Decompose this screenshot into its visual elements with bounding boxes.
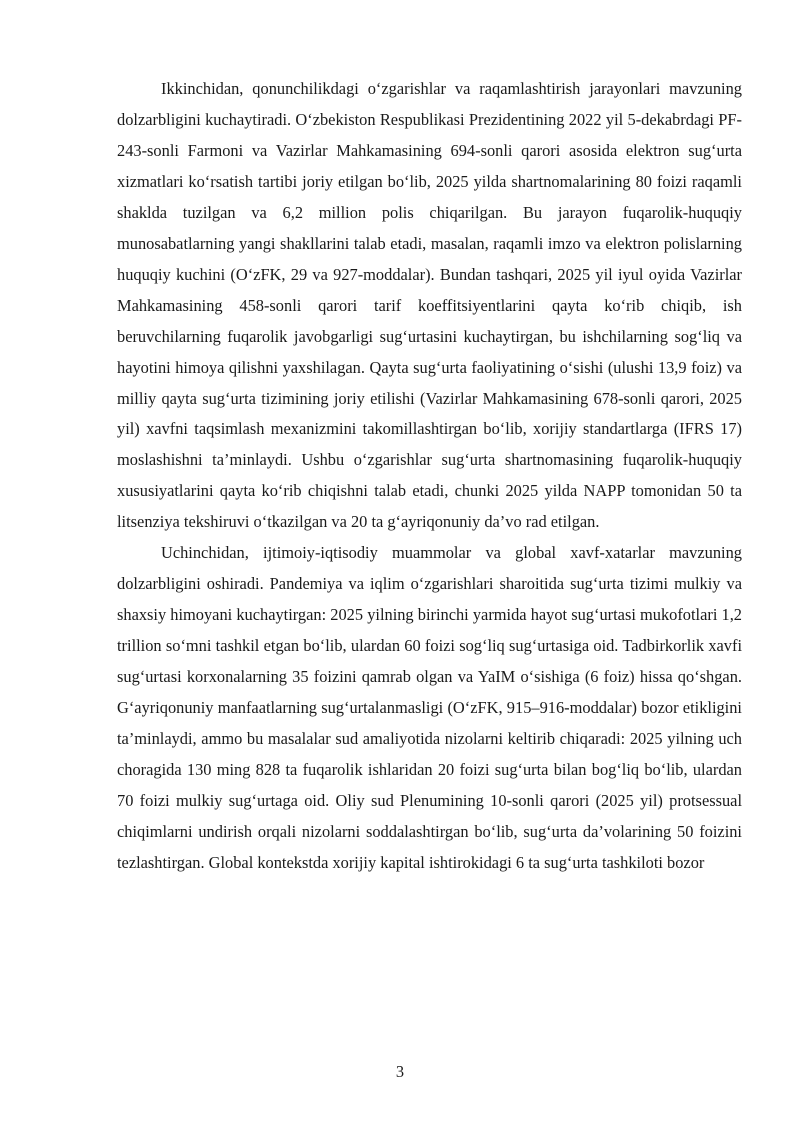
paragraph: Ikkinchidan, qonunchilikdagi o‘zgarishlar va raqamlashtirish jarayonlari mavzuning dolzarbligini kuchaytiradi. O‘zbekiston Respublikasi Prezidentining 2022 yil 5-dekabrdagi PF-243-sonli Farmoni va Vazirlar Mahkamasining 694-sonli qarori asosida elektron sug‘urta xizmatlari ko‘rsatish tartibi joriy etilgan bo‘lib, 2025 yilda shartnomalarining 80 foizi raqamli shaklda tuzilgan va 6,2 million polis chiqarilgan. Bu jarayon fuqarolik-huquqiy munosabatlarning yangi shakllarini talab etadi, masalan, raqamli imzo va elektron polislarning huquqiy kuchini (O‘zFK, 29 va 927-moddalar). Bundan tashqari, 2025 yil iyul oyida Vazirlar Mahkamasining 458-sonli qarori tarif koeffitsiyentlarini qayta ko‘rib chiqib, ish beruvchilarning fuqarolik javobgarligi sug‘urtasini kuchaytirgan, bu ishchilarning sog‘liq va hayotini himoya qilishni yaxshilagan. Qayta sug‘urta faoliyatining o‘sishi (ulushi 13,9 foiz) va milliy qayta sug‘urta tizimining joriy etilishi (Vazirlar Mahkamasining 678-sonli qarori, 2025 yil) xavfni taqsimlash mexanizmini takomillashtirgan bo‘lib, xorijiy standartlarga (IFRS 17) moslashishni ta’minlaydi. Ushbu o‘zgarishlar sug‘urta shartnomasining fuqarolik-huquqiy xususiyatlarini qayta ko‘rib chiqishni talab etadi, chunki 2025 yilda NAPP tomonidan 50 ta litsenziya tekshiruvi o‘tkazilgan va 20 ta g‘ayriqonuniy da’vo rad etilgan. xyxy=(117,79,742,532)
body-text xyxy=(117,74,742,879)
page-number: 3 xyxy=(395,1062,405,1081)
paragraph: Uchinchidan, ijtimoiy-iqtisodiy muammolar va global xavf-xatarlar mavzuning dolzarbligini oshiradi. Pandemiya va iqlim o‘zgarishlari sharoitida sug‘urta tizimi mulkiy va shaxsiy himoyani kuchaytirgan: 2025 yilning birinchi yarmida hayot sug‘urtasi mukofotlari 1,2 trillion so‘mni tashkil etgan bo‘lib, ulardan 60 foizi sog‘liq sug‘urtasiga oid. Tadbirkorlik xavfi sug‘urtasi korxonalarning 35 foizini qamrab olgan va YaIM o‘sishiga (6 foiz) hissa qo‘shgan. G‘ayriqonuniy manfaatlarning sug‘urtalanmasligi (O‘zFK, 915–916-moddalar) bozor etikligini ta’minlaydi, ammo bu masalalar sud amaliyotida nizolarni keltirib chiqaradi: 2025 yilning uch choragida 130 ming 828 ta fuqarolik ishlaridan 20 foizi sug‘urta bilan bog‘liq bo‘lib, ulardan 70 foizi mulkiy sug‘urtaga oid. Oliy sud Plenumining 10-sonli qarori (2025 yil) protsessual chiqimlarni undirish orqali nizolarni soddalashtirgan bo‘lib, sug‘urta da’volarining 50 foizini tezlashtirgan. Global kontekstda xorijiy kapital ishtirokidagi 6 ta sug‘urta tashkiloti bozor xyxy=(117,543,742,872)
